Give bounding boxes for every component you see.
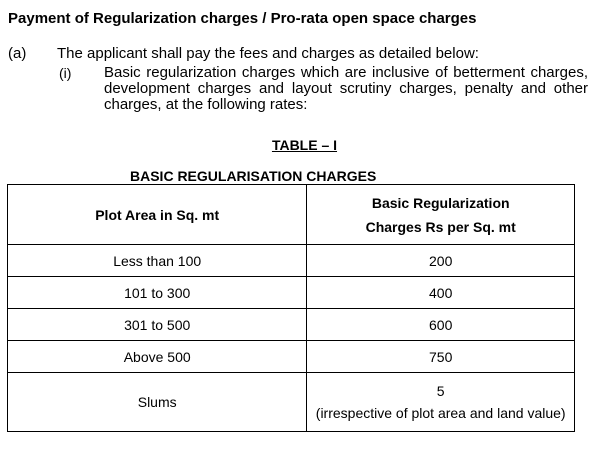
table-title: TABLE – I xyxy=(271,137,338,153)
table-row-slums xyxy=(8,373,575,432)
table-header-row xyxy=(8,185,575,245)
table-row xyxy=(8,245,575,277)
clause-a-marker: (a) xyxy=(8,45,27,62)
plot-area-cell: 101 to 300 xyxy=(8,277,307,309)
section-heading: Payment of Regularization charges / Pro-rata open space charges xyxy=(8,10,477,27)
charges-table xyxy=(7,184,575,432)
charge-cell: 200 xyxy=(307,245,575,277)
charges-header-line2: Charges Rs per Sq. mt xyxy=(365,218,516,235)
plot-area-cell: Above 500 xyxy=(8,341,307,373)
table-row xyxy=(8,277,575,309)
charge-cell: 750 xyxy=(307,341,575,373)
plot-area-cell: 301 to 500 xyxy=(8,309,307,341)
slums-charge-note: (irrespective of plot area and land value) xyxy=(315,405,566,421)
charges-header-line1: Basic Regularization xyxy=(371,194,510,211)
charge-cell: 400 xyxy=(307,277,575,309)
table-row xyxy=(8,341,575,373)
clause-i-marker: (i) xyxy=(59,65,72,81)
table-subtitle: BASIC REGULARISATION CHARGES xyxy=(130,168,377,184)
plot-area-cell: Less than 100 xyxy=(8,245,307,277)
charge-cell: 600 xyxy=(307,309,575,341)
plot-area-header xyxy=(8,185,307,245)
plot-area-header-label: Plot Area in Sq. mt xyxy=(95,206,220,223)
plot-area-cell: Slums xyxy=(8,373,307,432)
clause-i-text: Basic regularization charges which are inclusive of betterment charges, development charges and layout scrutiny charges, penalty and other charges, at the following rates: xyxy=(104,64,588,113)
slums-charge-value: 5 xyxy=(436,383,445,399)
table-row xyxy=(8,309,575,341)
slums-charge-cell xyxy=(307,373,575,432)
charges-header xyxy=(307,185,575,245)
clause-a-text: The applicant shall pay the fees and charges as detailed below: xyxy=(57,45,479,62)
